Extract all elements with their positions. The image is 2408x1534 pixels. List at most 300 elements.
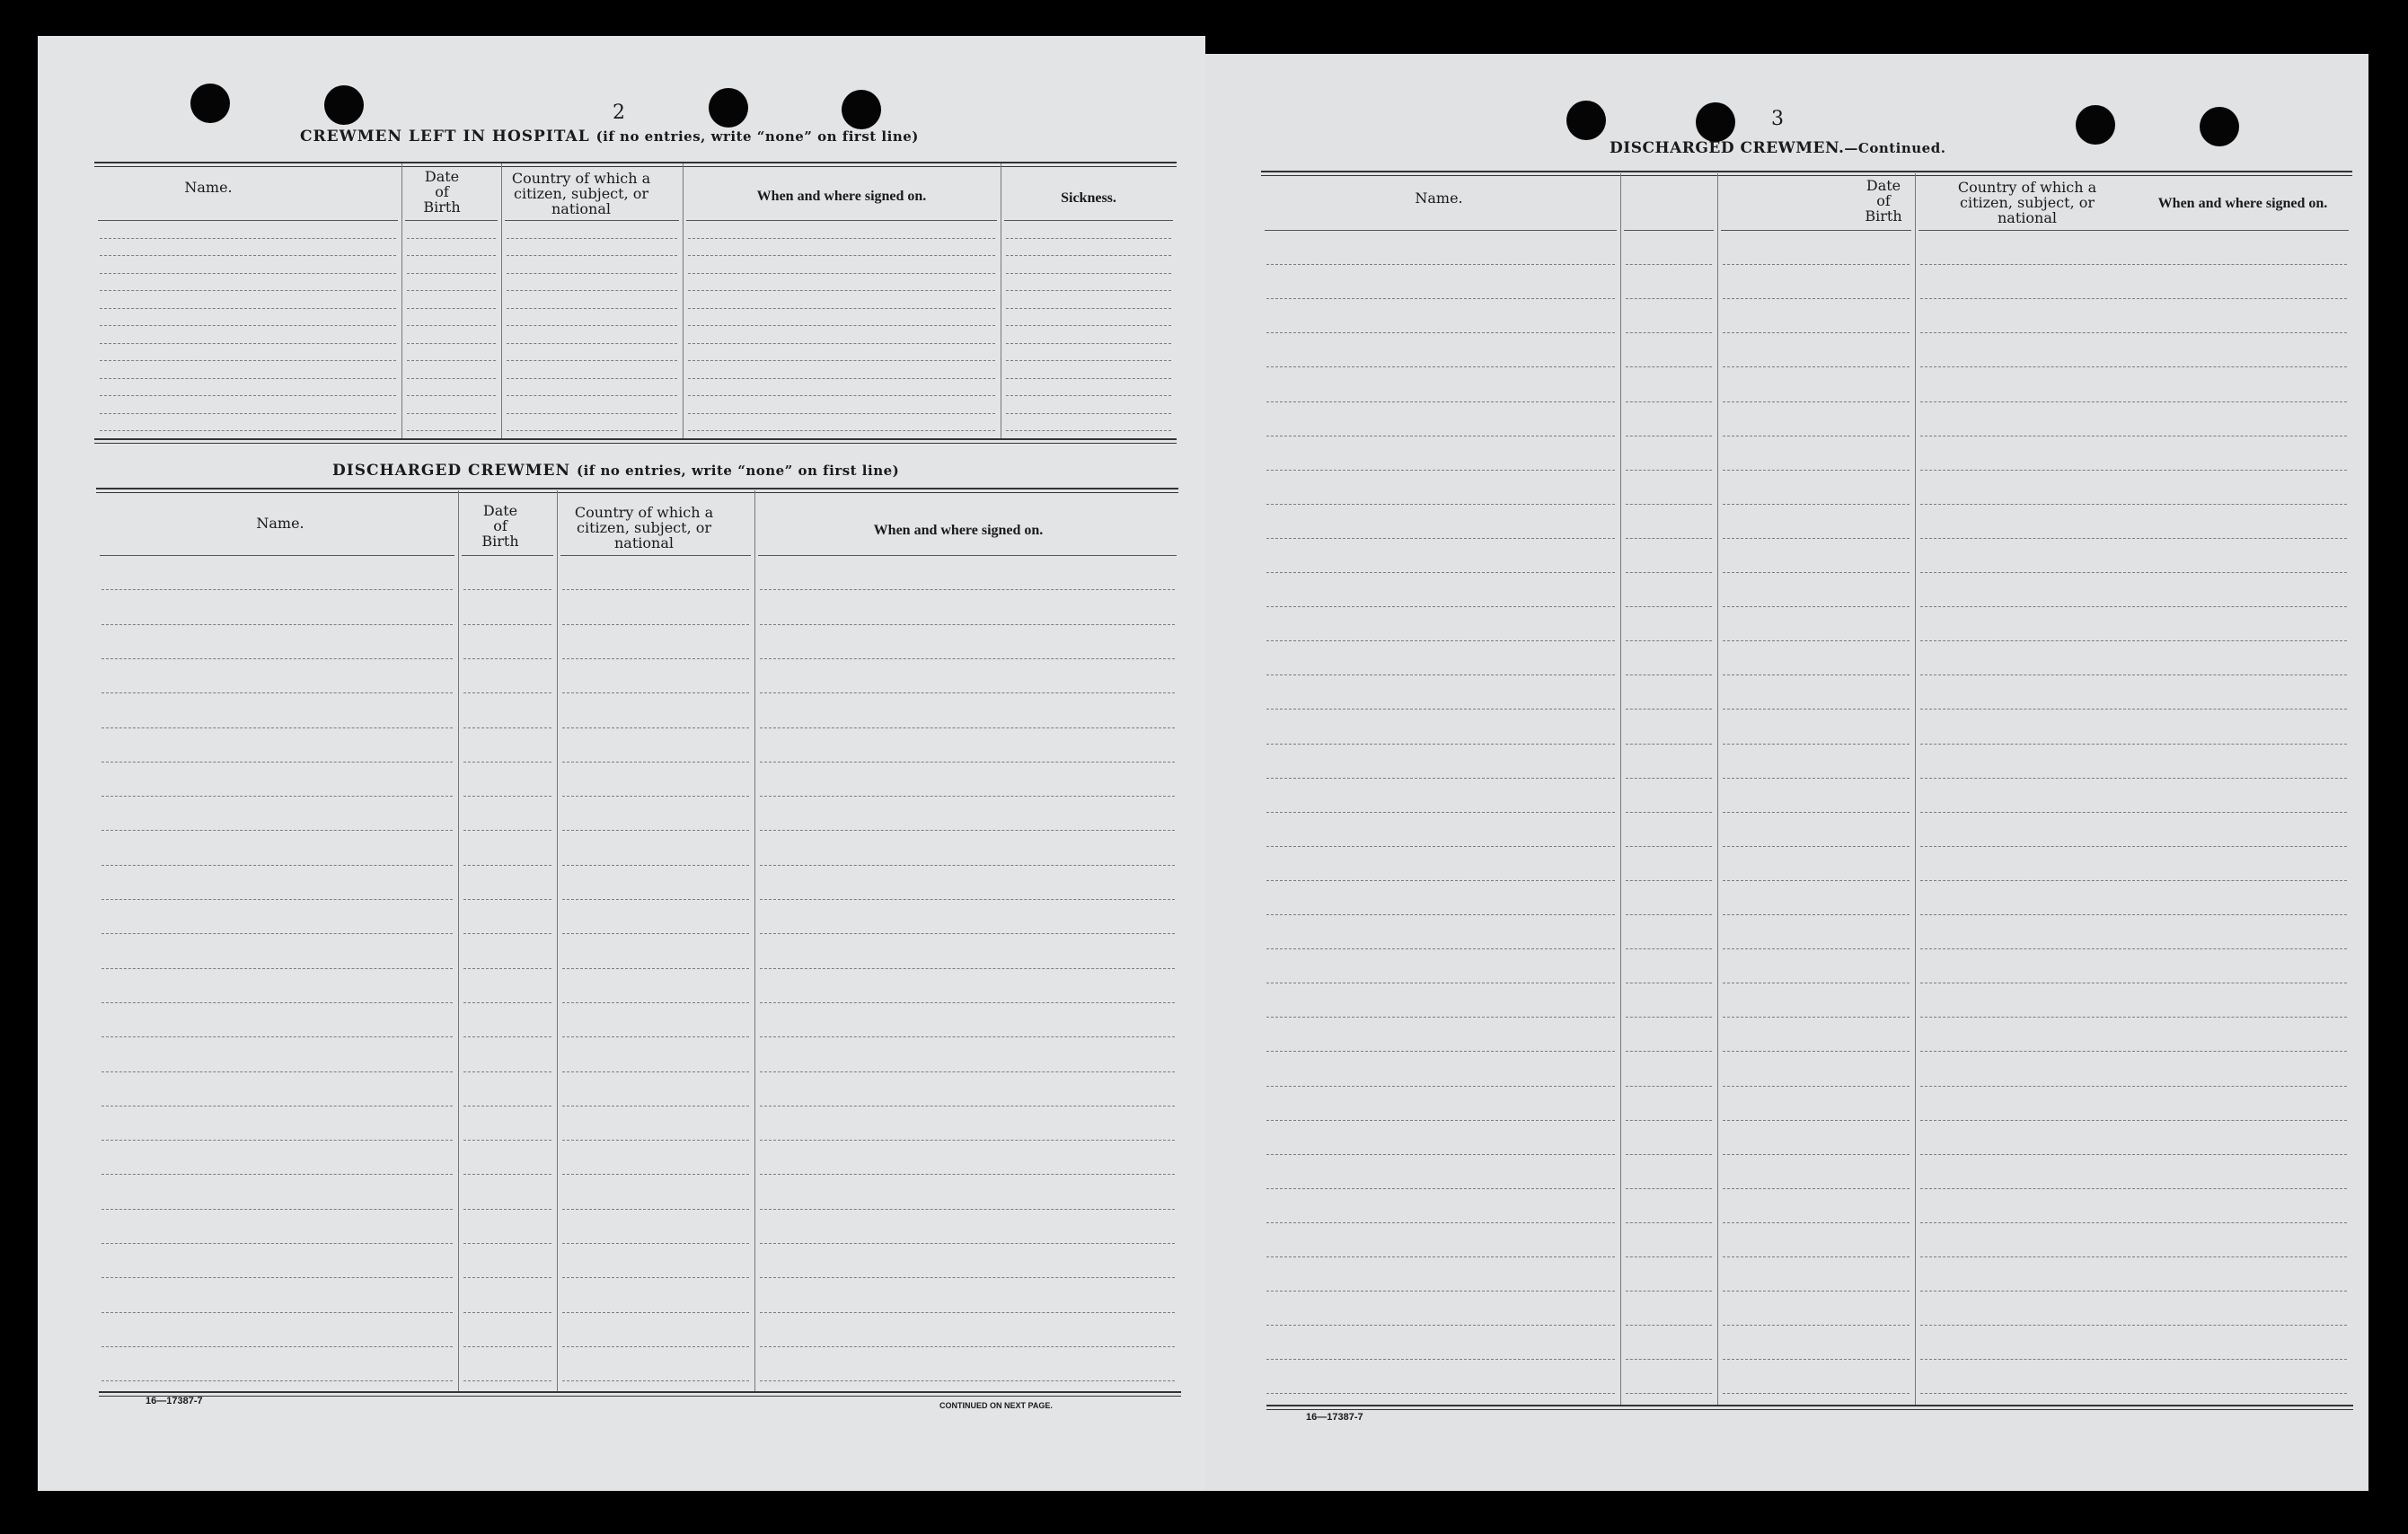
entry-line bbox=[1266, 264, 1615, 265]
entry-line bbox=[1920, 298, 2347, 299]
entry-line bbox=[1920, 332, 2347, 333]
entry-line bbox=[100, 395, 396, 396]
section-title-text: DISCHARGED CREWMEN. bbox=[1610, 139, 1845, 157]
double-rule bbox=[1266, 1405, 2353, 1410]
entry-line bbox=[1266, 880, 1615, 881]
entry-line bbox=[507, 290, 677, 291]
header-underline bbox=[405, 220, 498, 221]
entry-line bbox=[463, 1071, 551, 1072]
entry-line bbox=[1723, 914, 1910, 915]
entry-line bbox=[1006, 378, 1171, 379]
header-underline bbox=[98, 220, 398, 221]
entry-line bbox=[1723, 332, 1910, 333]
entry-line bbox=[463, 899, 551, 900]
entry-line bbox=[1920, 744, 2347, 745]
entry-line bbox=[1266, 1359, 1615, 1360]
entry-line bbox=[1723, 674, 1910, 675]
entry-line bbox=[1920, 1154, 2347, 1155]
double-rule bbox=[96, 488, 1178, 493]
entry-line bbox=[507, 273, 677, 274]
entry-line bbox=[562, 1174, 749, 1175]
entry-line bbox=[562, 1380, 749, 1381]
entry-line bbox=[1920, 640, 2347, 641]
entry-line bbox=[760, 727, 1175, 728]
column-divider bbox=[1620, 173, 1621, 1405]
form-number: 16—17387-7 bbox=[146, 1396, 203, 1406]
column-header-country: Country of which a citizen, subject, or national bbox=[511, 170, 651, 217]
entry-line bbox=[1920, 1393, 2347, 1394]
entry-line bbox=[101, 1036, 453, 1037]
punch-hole bbox=[324, 85, 364, 125]
entry-line bbox=[1266, 504, 1615, 505]
entry-line bbox=[1266, 1393, 1615, 1394]
entry-line bbox=[1266, 1051, 1615, 1052]
entry-line bbox=[100, 378, 396, 379]
entry-line bbox=[1920, 1256, 2347, 1257]
header-underline bbox=[686, 220, 997, 221]
column-header-name: Name. bbox=[1415, 190, 1463, 207]
column-divider bbox=[683, 163, 684, 438]
entry-line bbox=[1723, 1291, 1910, 1292]
entry-line bbox=[407, 238, 496, 239]
entry-line bbox=[1723, 1120, 1910, 1121]
left-page bbox=[38, 36, 1205, 1491]
discharged-continued-title bbox=[1610, 139, 1945, 157]
entry-line bbox=[1626, 914, 1712, 915]
column-header-name: Name. bbox=[184, 179, 233, 196]
column-header-date-of-birth: Date of Birth bbox=[481, 502, 519, 550]
entry-line bbox=[1723, 401, 1910, 402]
entry-line bbox=[1266, 1086, 1615, 1087]
entry-line bbox=[562, 1346, 749, 1347]
entry-line bbox=[101, 727, 453, 728]
entry-line bbox=[1920, 264, 2347, 265]
entry-line bbox=[1266, 812, 1615, 813]
entry-line bbox=[463, 762, 551, 763]
entry-line bbox=[407, 395, 496, 396]
entry-line bbox=[507, 325, 677, 326]
column-divider bbox=[754, 490, 755, 1391]
entry-line bbox=[1266, 778, 1615, 779]
entry-line bbox=[1723, 470, 1910, 471]
entry-line bbox=[1266, 1256, 1615, 1257]
column-divider bbox=[501, 163, 502, 438]
entry-line bbox=[1006, 413, 1171, 414]
column-divider bbox=[401, 163, 402, 438]
column-header-country: Country of which a citizen, subject, or national bbox=[1957, 179, 2097, 226]
entry-line bbox=[688, 255, 995, 256]
entry-line bbox=[1920, 401, 2347, 402]
entry-line bbox=[760, 899, 1175, 900]
page-number: 2 bbox=[613, 101, 625, 124]
entry-line bbox=[760, 1243, 1175, 1244]
entry-line bbox=[760, 1071, 1175, 1072]
entry-line bbox=[1006, 343, 1171, 344]
entry-line bbox=[1266, 1017, 1615, 1018]
entry-line bbox=[1626, 572, 1712, 573]
entry-line bbox=[1006, 325, 1171, 326]
continued-note: CONTINUED ON NEXT PAGE. bbox=[939, 1401, 1053, 1410]
entry-line bbox=[463, 692, 551, 693]
entry-line bbox=[1266, 572, 1615, 573]
entry-line bbox=[1626, 1325, 1712, 1326]
entry-line bbox=[1920, 470, 2347, 471]
entry-line bbox=[562, 796, 749, 797]
entry-line bbox=[1266, 640, 1615, 641]
entry-line bbox=[1626, 606, 1712, 607]
entry-line bbox=[1626, 366, 1712, 367]
entry-line bbox=[1723, 1086, 1910, 1087]
entry-line bbox=[760, 762, 1175, 763]
entry-line bbox=[1723, 948, 1910, 949]
column-divider bbox=[1717, 173, 1718, 1405]
column-header-date-of-birth: Date of Birth bbox=[1865, 177, 1902, 225]
entry-line bbox=[463, 865, 551, 866]
entry-line bbox=[463, 933, 551, 934]
entry-line bbox=[1266, 606, 1615, 607]
entry-line bbox=[760, 658, 1175, 659]
entry-line bbox=[101, 658, 453, 659]
punch-hole bbox=[190, 84, 230, 123]
entry-line bbox=[101, 968, 453, 969]
entry-line bbox=[1266, 914, 1615, 915]
entry-line bbox=[1266, 674, 1615, 675]
entry-line bbox=[101, 796, 453, 797]
entry-line bbox=[1920, 812, 2347, 813]
entry-line bbox=[1626, 709, 1712, 710]
entry-line bbox=[507, 308, 677, 309]
entry-line bbox=[1723, 880, 1910, 881]
entry-line bbox=[1723, 1188, 1910, 1189]
entry-line bbox=[1626, 401, 1712, 402]
entry-line bbox=[1920, 1325, 2347, 1326]
entry-line bbox=[1006, 395, 1171, 396]
entry-line bbox=[1266, 470, 1615, 471]
entry-line bbox=[1626, 298, 1712, 299]
entry-line bbox=[760, 1380, 1175, 1381]
entry-line bbox=[407, 413, 496, 414]
entry-line bbox=[562, 692, 749, 693]
entry-line bbox=[1920, 1120, 2347, 1121]
entry-line bbox=[1920, 948, 2347, 949]
entry-line bbox=[760, 1312, 1175, 1313]
entry-line bbox=[1266, 1188, 1615, 1189]
entry-line bbox=[407, 308, 496, 309]
entry-line bbox=[507, 360, 677, 361]
entry-line bbox=[1626, 880, 1712, 881]
entry-line bbox=[1266, 709, 1615, 710]
entry-line bbox=[463, 1174, 551, 1175]
entry-line bbox=[1723, 298, 1910, 299]
entry-line bbox=[101, 1312, 453, 1313]
entry-line bbox=[463, 1380, 551, 1381]
entry-line bbox=[760, 865, 1175, 866]
entry-line bbox=[463, 1346, 551, 1347]
punch-hole bbox=[842, 90, 881, 129]
entry-line bbox=[507, 378, 677, 379]
entry-line bbox=[463, 1209, 551, 1210]
header-underline bbox=[1624, 230, 1714, 231]
entry-line bbox=[1723, 812, 1910, 813]
entry-line bbox=[1723, 1325, 1910, 1326]
header-underline bbox=[1265, 230, 1617, 231]
double-rule bbox=[94, 162, 1177, 167]
entry-line bbox=[407, 290, 496, 291]
entry-line bbox=[1626, 1222, 1712, 1223]
entry-line bbox=[100, 413, 396, 414]
entry-line bbox=[1920, 1291, 2347, 1292]
entry-line bbox=[1626, 1256, 1712, 1257]
entry-line bbox=[1266, 1291, 1615, 1292]
entry-line bbox=[463, 1036, 551, 1037]
entry-line bbox=[1920, 880, 2347, 881]
entry-line bbox=[1723, 778, 1910, 779]
column-header-name: Name. bbox=[256, 515, 304, 532]
form-number: 16—17387-7 bbox=[1306, 1412, 1363, 1423]
entry-line bbox=[101, 762, 453, 763]
entry-line bbox=[688, 360, 995, 361]
entry-line bbox=[1266, 366, 1615, 367]
entry-line bbox=[101, 865, 453, 866]
entry-line bbox=[1626, 948, 1712, 949]
entry-line bbox=[1006, 360, 1171, 361]
entry-line bbox=[1626, 332, 1712, 333]
entry-line bbox=[688, 343, 995, 344]
column-header-sickness: Sickness. bbox=[1061, 190, 1116, 206]
entry-line bbox=[1920, 1359, 2347, 1360]
entry-line bbox=[1723, 744, 1910, 745]
entry-line bbox=[562, 762, 749, 763]
entry-line bbox=[760, 589, 1175, 590]
entry-line bbox=[688, 413, 995, 414]
entry-line bbox=[1626, 1017, 1712, 1018]
double-rule bbox=[94, 438, 1177, 444]
entry-line bbox=[1723, 572, 1910, 573]
entry-line bbox=[760, 933, 1175, 934]
entry-line bbox=[1266, 332, 1615, 333]
entry-line bbox=[101, 1071, 453, 1072]
entry-line bbox=[407, 378, 496, 379]
entry-line bbox=[101, 1002, 453, 1003]
entry-line bbox=[1626, 778, 1712, 779]
entry-line bbox=[1266, 401, 1615, 402]
punch-hole bbox=[1566, 101, 1606, 140]
entry-line bbox=[562, 933, 749, 934]
column-header-when-where: When and where signed on. bbox=[873, 523, 1044, 538]
entry-line bbox=[1920, 504, 2347, 505]
entry-line bbox=[1723, 1154, 1910, 1155]
entry-line bbox=[760, 796, 1175, 797]
entry-line bbox=[1920, 1188, 2347, 1189]
entry-line bbox=[1626, 744, 1712, 745]
entry-line bbox=[463, 658, 551, 659]
entry-line bbox=[1723, 1222, 1910, 1223]
entry-line bbox=[463, 727, 551, 728]
entry-line bbox=[100, 290, 396, 291]
header-underline bbox=[505, 220, 679, 221]
entry-line bbox=[1920, 709, 2347, 710]
entry-line bbox=[100, 238, 396, 239]
entry-line bbox=[562, 727, 749, 728]
entry-line bbox=[101, 1209, 453, 1210]
entry-line bbox=[1920, 1086, 2347, 1087]
entry-line bbox=[1920, 572, 2347, 573]
entry-line bbox=[562, 830, 749, 831]
entry-line bbox=[688, 378, 995, 379]
entry-line bbox=[562, 1243, 749, 1244]
entry-line bbox=[507, 413, 677, 414]
header-underline bbox=[1918, 230, 2349, 231]
entry-line bbox=[1723, 606, 1910, 607]
entry-line bbox=[1920, 366, 2347, 367]
page-number: 3 bbox=[1771, 108, 1784, 130]
entry-line bbox=[1266, 744, 1615, 745]
entry-line bbox=[101, 1140, 453, 1141]
header-underline bbox=[758, 555, 1177, 556]
entry-line bbox=[562, 1209, 749, 1210]
entry-line bbox=[463, 1140, 551, 1141]
entry-line bbox=[407, 360, 496, 361]
entry-line bbox=[1920, 846, 2347, 847]
entry-line bbox=[1266, 1120, 1615, 1121]
entry-line bbox=[1626, 1086, 1712, 1087]
entry-line bbox=[1266, 1222, 1615, 1223]
entry-line bbox=[407, 255, 496, 256]
entry-line bbox=[1626, 1291, 1712, 1292]
entry-line bbox=[507, 395, 677, 396]
section-instruction: (if no entries, write “none” on first line) bbox=[576, 463, 900, 479]
entry-line bbox=[1266, 846, 1615, 847]
entry-line bbox=[507, 343, 677, 344]
entry-line bbox=[562, 624, 749, 625]
right-page bbox=[1205, 54, 2368, 1491]
entry-line bbox=[562, 658, 749, 659]
entry-line bbox=[688, 308, 995, 309]
entry-line bbox=[1920, 1051, 2347, 1052]
entry-line bbox=[463, 968, 551, 969]
entry-line bbox=[562, 1036, 749, 1037]
entry-line bbox=[760, 968, 1175, 969]
entry-line bbox=[1626, 538, 1712, 539]
entry-line bbox=[1626, 504, 1712, 505]
entry-line bbox=[1723, 538, 1910, 539]
entry-line bbox=[507, 430, 677, 431]
entry-line bbox=[562, 1140, 749, 1141]
entry-line bbox=[1626, 640, 1712, 641]
entry-line bbox=[101, 1380, 453, 1381]
entry-line bbox=[562, 899, 749, 900]
entry-line bbox=[688, 395, 995, 396]
entry-line bbox=[1920, 674, 2347, 675]
entry-line bbox=[1626, 1120, 1712, 1121]
punch-hole bbox=[1696, 102, 1735, 142]
entry-line bbox=[463, 589, 551, 590]
column-header-country: Country of which a citizen, subject, or national bbox=[574, 504, 714, 551]
entry-line bbox=[562, 589, 749, 590]
continued-suffix: —Continued. bbox=[1844, 140, 1946, 156]
entry-line bbox=[507, 238, 677, 239]
entry-line bbox=[562, 1277, 749, 1278]
entry-line bbox=[1626, 812, 1712, 813]
entry-line bbox=[1723, 640, 1910, 641]
entry-line bbox=[1920, 1222, 2347, 1223]
entry-line bbox=[1723, 1256, 1910, 1257]
entry-line bbox=[760, 1277, 1175, 1278]
entry-line bbox=[1723, 1359, 1910, 1360]
entry-line bbox=[1920, 1017, 2347, 1018]
entry-line bbox=[562, 1312, 749, 1313]
entry-line bbox=[1723, 846, 1910, 847]
entry-line bbox=[1006, 290, 1171, 291]
entry-line bbox=[1006, 308, 1171, 309]
entry-line bbox=[760, 1002, 1175, 1003]
entry-line bbox=[1006, 273, 1171, 274]
entry-line bbox=[100, 325, 396, 326]
entry-line bbox=[1006, 238, 1171, 239]
entry-line bbox=[760, 1346, 1175, 1347]
entry-line bbox=[101, 692, 453, 693]
hospital-section-title bbox=[300, 128, 919, 145]
punch-hole bbox=[2076, 105, 2115, 145]
section-title-text: DISCHARGED CREWMEN bbox=[332, 462, 571, 480]
double-rule bbox=[99, 1391, 1181, 1397]
entry-line bbox=[1266, 948, 1615, 949]
header-underline bbox=[100, 555, 454, 556]
entry-line bbox=[1006, 430, 1171, 431]
entry-line bbox=[1006, 255, 1171, 256]
entry-line bbox=[1626, 1051, 1712, 1052]
entry-line bbox=[463, 624, 551, 625]
entry-line bbox=[101, 899, 453, 900]
entry-line bbox=[101, 1174, 453, 1175]
entry-line bbox=[1723, 1051, 1910, 1052]
entry-line bbox=[101, 1277, 453, 1278]
entry-line bbox=[562, 865, 749, 866]
entry-line bbox=[100, 255, 396, 256]
entry-line bbox=[1626, 846, 1712, 847]
entry-line bbox=[688, 273, 995, 274]
column-divider bbox=[1915, 173, 1916, 1405]
header-underline bbox=[1004, 220, 1173, 221]
entry-line bbox=[1266, 1325, 1615, 1326]
entry-line bbox=[1266, 1154, 1615, 1155]
entry-line bbox=[1626, 470, 1712, 471]
column-header-when-where: When and where signed on. bbox=[756, 189, 927, 204]
entry-line bbox=[1626, 1359, 1712, 1360]
double-rule bbox=[1261, 171, 2352, 176]
punch-hole bbox=[709, 88, 748, 128]
entry-line bbox=[407, 273, 496, 274]
entry-line bbox=[463, 1243, 551, 1244]
entry-line bbox=[1626, 1393, 1712, 1394]
entry-line bbox=[100, 343, 396, 344]
entry-line bbox=[463, 830, 551, 831]
entry-line bbox=[1920, 914, 2347, 915]
entry-line bbox=[1723, 366, 1910, 367]
header-underline bbox=[1721, 230, 1911, 231]
header-underline bbox=[560, 555, 751, 556]
entry-line bbox=[101, 624, 453, 625]
entry-line bbox=[760, 624, 1175, 625]
entry-line bbox=[507, 255, 677, 256]
entry-line bbox=[1626, 1154, 1712, 1155]
column-header-date-of-birth: Date of Birth bbox=[423, 168, 461, 216]
punch-hole bbox=[2200, 107, 2239, 146]
entry-line bbox=[562, 1071, 749, 1072]
entry-line bbox=[463, 1277, 551, 1278]
entry-line bbox=[101, 830, 453, 831]
entry-line bbox=[562, 968, 749, 969]
